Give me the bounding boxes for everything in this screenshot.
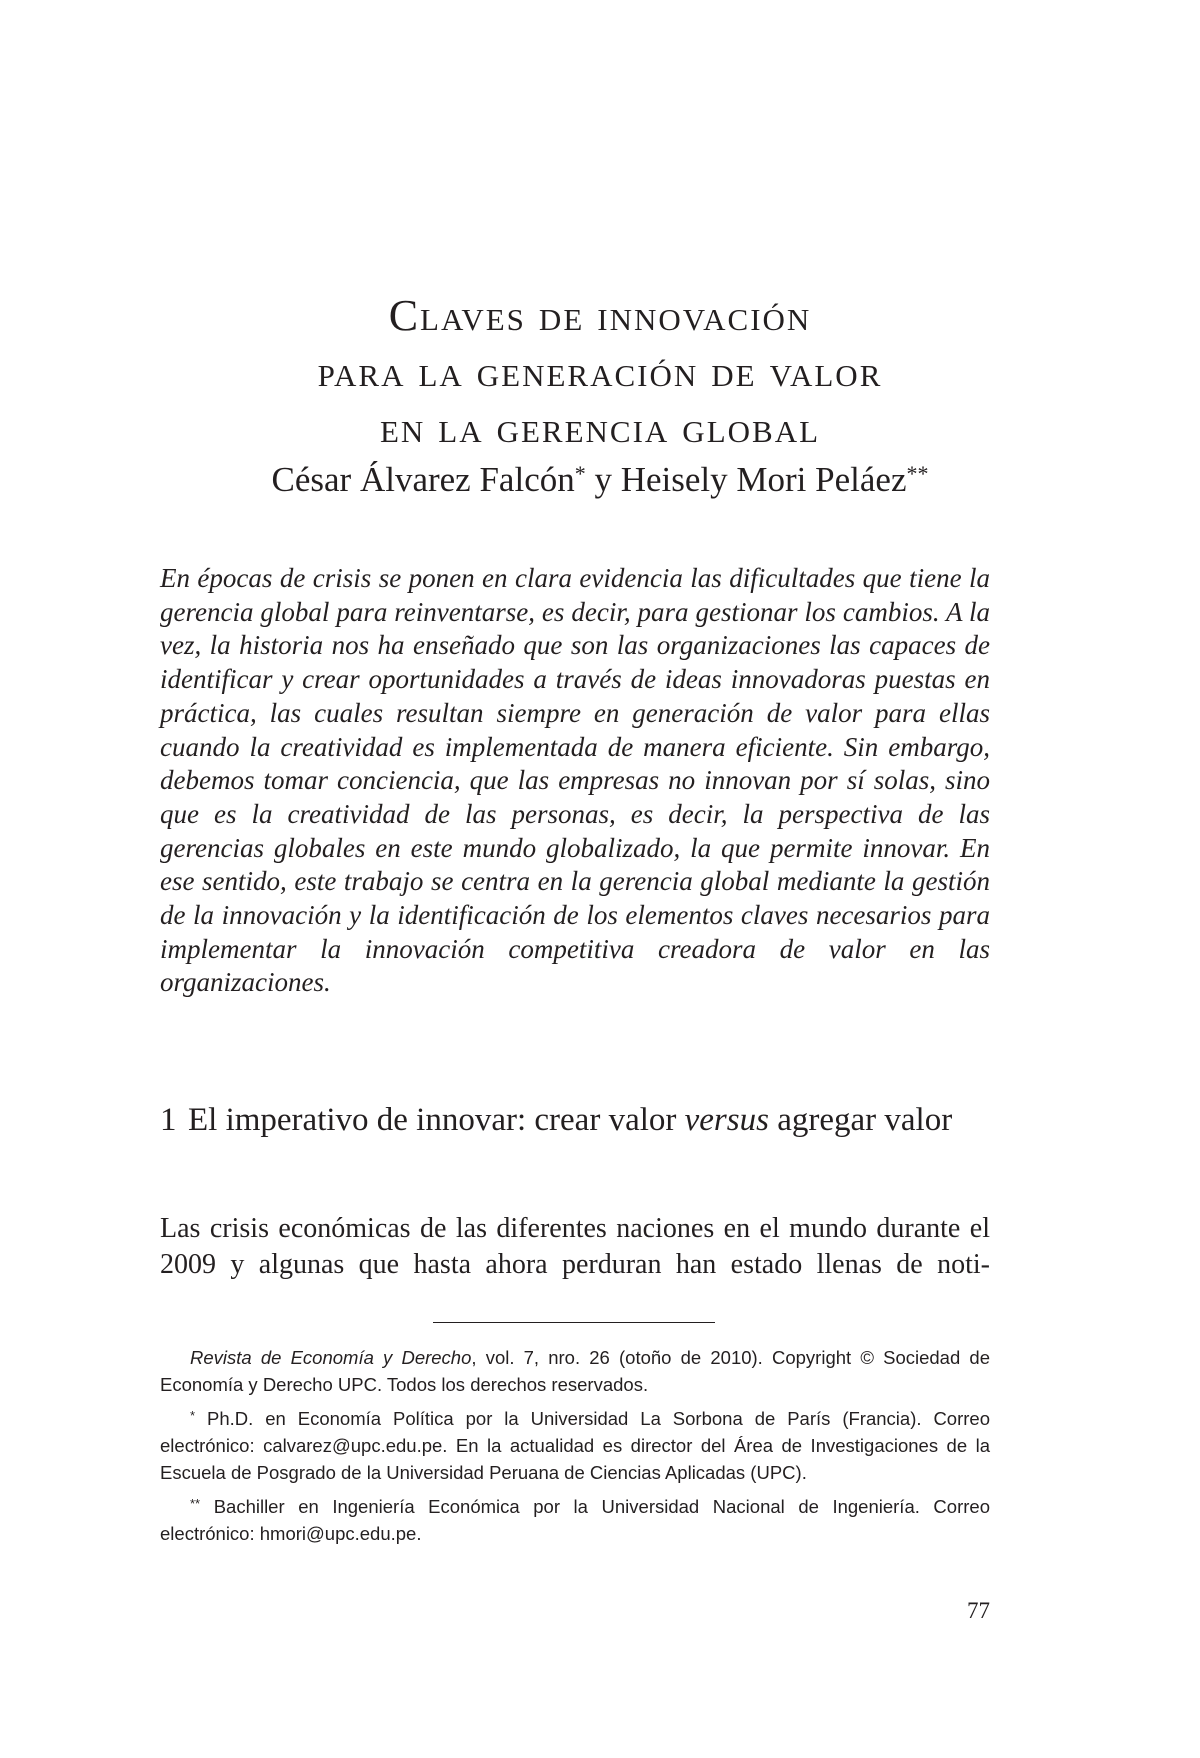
author-1-footnote-mark: * bbox=[574, 461, 586, 486]
footnote-1-text: Ph.D. en Economía Política por la Universidad La Sorbona de París (Francia). Correo electrónico: calvarez@upc.edu.pe. En la actualidad es director del Área de Investigaciones de la Escuela de Posgrado de la Universidad Peruana de Ciencias Aplicadas (UPC). bbox=[160, 1408, 990, 1483]
section-title-part-2: agregar valor bbox=[768, 1102, 953, 1138]
author-1-name: César Álvarez Falcón bbox=[271, 460, 575, 499]
footnote-1-mark: * bbox=[190, 1408, 196, 1423]
title-line-2: para la generación de valor bbox=[317, 347, 883, 396]
footnote-2-text: Bachiller en Ingeniería Económica por la Universidad Nacional de Ingeniería. Correo electrónico: hmori@upc.edu.pe. bbox=[160, 1496, 990, 1544]
article-title bbox=[150, 288, 1050, 456]
author-connector: y bbox=[585, 460, 621, 499]
footnote-citation bbox=[160, 1344, 990, 1398]
footnote-separator bbox=[433, 1322, 715, 1323]
abstract: En épocas de crisis se ponen en clara evidencia las dificultades que tiene la gerencia global para reinventarse, es decir, para gestionar los cambios. A la vez, la historia nos ha enseñado que son las organizaciones las capaces de identificar y crear oportunidades a través de ideas innovadoras puestas en práctica, las cuales resultan siempre en generación de valor para ellas cuando la creatividad es implementada de manera eficiente. Sin embargo, debemos tomar conciencia, que las empresas no innovan por sí solas, sino que es la creatividad de las personas, es decir, la perspectiva de las gerencias globales en este mundo globalizado, la que permite innovar. En ese sentido, este trabajo se centra en la gerencia global mediante la gestión de la innovación y la identificación de los elementos claves necesarios para implementar la innovación competitiva creadora de valor en las organizaciones. bbox=[160, 563, 990, 998]
section-title-emphasis: versus bbox=[684, 1102, 769, 1138]
body-paragraph: Las crisis económicas de las diferentes naciones en el mundo durante el 2009 y algunas que hasta ahora perduran han estado llenas de noti- bbox=[160, 1213, 990, 1280]
author-line bbox=[150, 458, 1050, 502]
section-title bbox=[188, 1102, 1000, 1138]
section-heading bbox=[160, 1102, 1000, 1138]
title-line-3: en la gerencia global bbox=[379, 403, 821, 452]
footnote-2 bbox=[160, 1493, 990, 1547]
section-number: 1 bbox=[160, 1102, 177, 1138]
citation-details: , vol. 7, nro. 26 (otoño de 2010). Copyright © Sociedad de Economía y Derecho UPC. Todos los derechos reservados. bbox=[160, 1347, 991, 1395]
journal-title: Revista de Economía y Derecho bbox=[190, 1347, 472, 1368]
author-2-name: Heisely Mori Peláez bbox=[620, 460, 907, 499]
title-line-1: Claves de innovación bbox=[388, 291, 812, 340]
footnotes bbox=[160, 1344, 990, 1554]
page-number: 77 bbox=[967, 1598, 990, 1623]
footnote-2-mark: ** bbox=[190, 1496, 201, 1511]
author-2-footnote-mark: ** bbox=[906, 461, 929, 486]
section-title-part-1: El imperativo de innovar: crear valor bbox=[188, 1102, 685, 1138]
footnote-1 bbox=[160, 1405, 990, 1486]
